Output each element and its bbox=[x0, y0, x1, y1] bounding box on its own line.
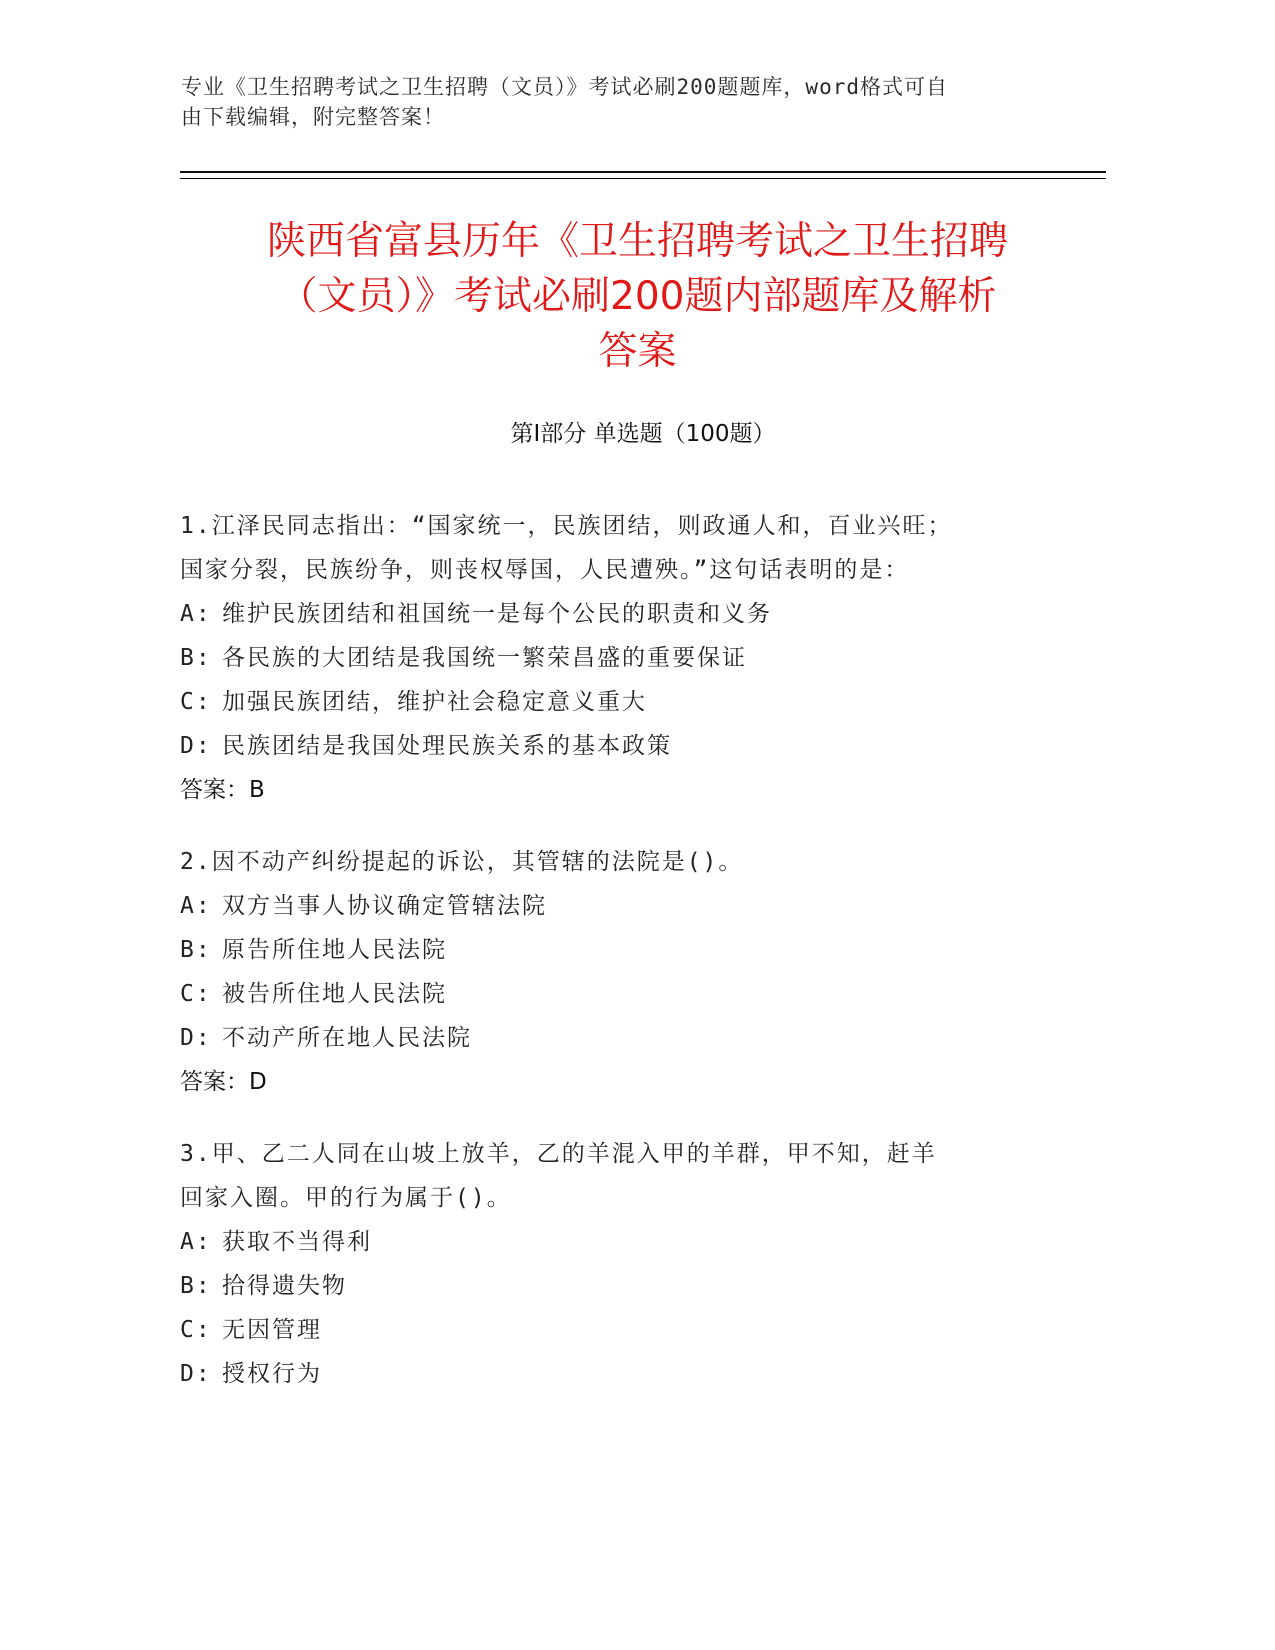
question-stem-line: 2.因不动产纠纷提起的诉讼，其管辖的法院是()。 bbox=[180, 849, 744, 875]
option-c bbox=[180, 972, 1060, 1016]
option-b bbox=[180, 636, 1060, 680]
header-divider-thick bbox=[180, 171, 1106, 173]
option-key: C: bbox=[180, 1317, 212, 1343]
question-3 bbox=[180, 1132, 1060, 1396]
document-title-line-1: 陕西省富县历年《卫生招聘考试之卫生招聘 bbox=[266, 219, 1008, 264]
option-text: 被告所住地人民法院 bbox=[222, 981, 447, 1007]
option-b bbox=[180, 928, 1060, 972]
option-a bbox=[180, 1220, 1060, 1264]
option-key: A: bbox=[180, 601, 212, 627]
option-key: C: bbox=[180, 689, 212, 715]
header-note-line-1: 专业《卫生招聘考试之卫生招聘（文员）》考试必刷200题题库，word格式可自 bbox=[181, 75, 948, 99]
question-stem-line: 1.江泽民同志指出：“国家统一，民族团结，则政通人和，百业兴旺； bbox=[180, 513, 953, 539]
option-key: A: bbox=[180, 893, 212, 919]
option-text: 维护民族团结和祖国统一是每个公民的职责和义务 bbox=[222, 601, 772, 627]
header-note-line-2: 由下载编辑，附完整答案！ bbox=[181, 105, 445, 129]
option-key: C: bbox=[180, 981, 212, 1007]
question-stem-line: 国家分裂，民族纷争，则丧权辱国，人民遭殃。”这句话表明的是： bbox=[180, 557, 910, 583]
document-title bbox=[170, 214, 1105, 379]
option-text: 拾得遗失物 bbox=[222, 1273, 347, 1299]
option-text: 不动产所在地人民法院 bbox=[222, 1025, 472, 1051]
option-c bbox=[180, 1308, 1060, 1352]
question-2 bbox=[180, 840, 1060, 1104]
document-title-line-2: （文员）》考试必刷200题内部题库及解析 bbox=[278, 274, 997, 319]
question-1 bbox=[180, 504, 1060, 812]
option-key: D: bbox=[180, 1025, 212, 1051]
option-text: 各民族的大团结是我国统一繁荣昌盛的重要保证 bbox=[222, 645, 747, 671]
option-text: 民族团结是我国处理民族关系的基本政策 bbox=[222, 733, 672, 759]
question-stem-line: 3.甲、乙二人同在山坡上放羊，乙的羊混入甲的羊群，甲不知，赶羊 bbox=[180, 1141, 937, 1167]
option-key: A: bbox=[180, 1229, 212, 1255]
option-key: D: bbox=[180, 733, 212, 759]
option-d bbox=[180, 1352, 1060, 1396]
option-text: 获取不当得利 bbox=[222, 1229, 372, 1255]
option-b bbox=[180, 1264, 1060, 1308]
question-list bbox=[180, 504, 1060, 1424]
section-title: 第Ⅰ部分 单选题（100题） bbox=[510, 421, 776, 447]
option-text: 原告所住地人民法院 bbox=[222, 937, 447, 963]
option-c bbox=[180, 680, 1060, 724]
option-d bbox=[180, 1016, 1060, 1060]
option-key: B: bbox=[180, 1273, 212, 1299]
answer-label: 答案：D bbox=[180, 1069, 267, 1095]
option-text: 双方当事人协议确定管辖法院 bbox=[222, 893, 547, 919]
option-key: B: bbox=[180, 937, 212, 963]
option-key: D: bbox=[180, 1361, 212, 1387]
option-text: 授权行为 bbox=[222, 1361, 322, 1387]
document-title-line-3: 答案 bbox=[598, 329, 677, 374]
option-a bbox=[180, 884, 1060, 928]
question-stem-line: 回家入圈。甲的行为属于()。 bbox=[180, 1185, 512, 1211]
header-divider-thin bbox=[180, 178, 1106, 179]
option-key: B: bbox=[180, 645, 212, 671]
answer-label: 答案：B bbox=[180, 777, 265, 803]
header-note bbox=[181, 72, 1061, 132]
option-text: 无因管理 bbox=[222, 1317, 322, 1343]
option-a bbox=[180, 592, 1060, 636]
option-text: 加强民族团结，维护社会稳定意义重大 bbox=[222, 689, 647, 715]
option-d bbox=[180, 724, 1060, 768]
